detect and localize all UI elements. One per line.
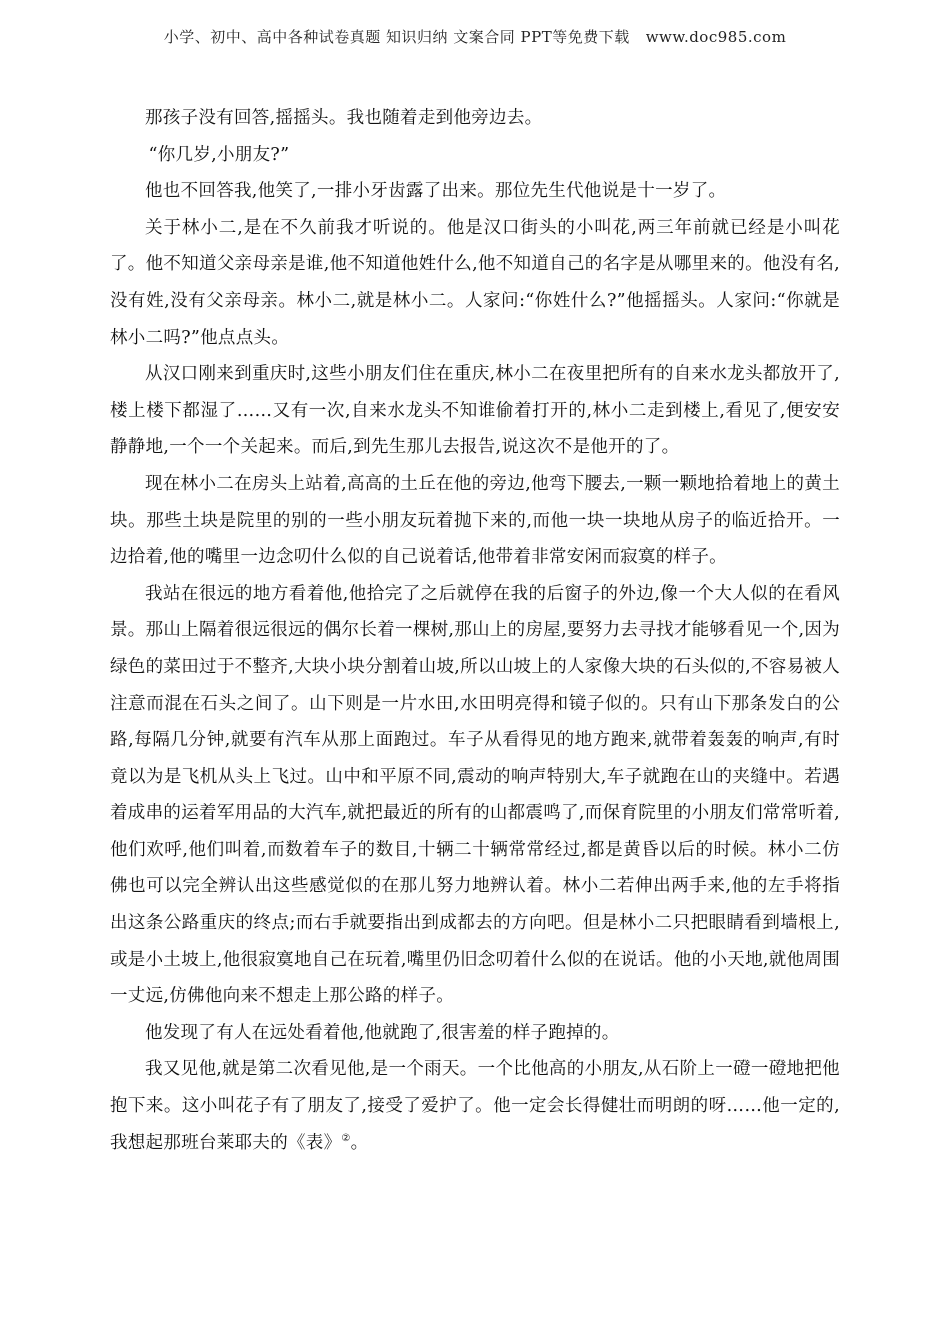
- paragraph-text: 我又见他,就是第二次看见他,是一个雨天。一个比他高的小朋友,从石阶上一磴一磴地把他抱下来。这小叫花子有了朋友了,接受了爱护了。他一定会长得健壮而明朗的呀……他一定的,我想起那班台莱耶夫的《表》: [110, 1059, 840, 1153]
- paragraph: “你几岁,小朋友?”: [148, 144, 290, 165]
- paragraph: 现在林小二在房头上站着,高高的土丘在他的旁边,他弯下腰去,一颗一颗地拾着地上的黄土块。那些土块是院里的别的一些小朋友玩着抛下来的,而他一块一块地从房子的临近拾开。一边拾着,他的嘴里一边念叨什么似的自己说着话,他带着非常安闲而寂寞的样子。: [110, 473, 840, 568]
- final-period: 。: [350, 1132, 369, 1153]
- paragraph: 从汉口刚来到重庆时,这些小朋友们住在重庆,林小二在夜里把所有的自来水龙头都放开了,楼上楼下都湿了……又有一次,自来水龙头不知谁偷着打开的,林小二走到楼上,看见了,便安安静静地,一个一个关起来。而后,到先生那儿去报告,说这次不是他开的了。: [110, 364, 840, 458]
- paragraph: 那孩子没有回答,摇摇头。我也随着走到他旁边去。: [145, 108, 543, 128]
- paragraph: 我站在很远的地方看着他,他拾完了之后就停在我的后窗子的外边,像一个大人似的在看风景。那山上隔着很远很远的偶尔长着一棵树,那山上的房屋,要努力去寻找才能够看见一个,因为绿色的菜田过于不整齐,大块小块分割着山坡,所以山坡上的人家像大块的石头似的,不容易被人注意而混在石头之间了。山下则是一片水田,水田明亮得和镜子似的。只有山下那条发白的公路,每隔几分钟,就要有汽车从那上面跑过。车子从看得见的地方跑来,就带着轰轰的响声,有时竟以为是飞机从头上飞过。山中和平原不同,震动的响声特别大,车子就跑在山的夹缝中。若遇着成串的运着军用品的大汽车,就把最近的所有的山都震鸣了,而保育院里的小朋友们常常听着,他们欢呼,他们叫着,而数着车子的数目,十辆二十辆常常经过,都是黄昏以后的时候。林小二仿佛也可以完全辨认出这些感觉似的在那儿努力地辨认着。林小二若伸出两手来,他的左手将指出这条公路重庆的终点;而右手就要指出到成都去的方向吧。但是林小二只把眼睛看到墙根上,或是小土坡上,他很寂寞地自己在玩着,嘴里仍旧念叨着什么似的在说话。他的小天地,就他周围一丈远,仿佛他向来不想走上那公路的样子。: [110, 583, 840, 1007]
- header-site[interactable]: www.doc985.com: [645, 28, 787, 46]
- article-body: [110, 100, 840, 1161]
- paragraph: 关于林小二,是在不久前我才听说的。他是汉口街头的小叫花,两三年前就已经是小叫花了。他不知道父亲母亲是谁,他不知道他姓什么,他不知道自己的名字是从哪里来的。他没有名,没有姓,没有父亲母亲。林小二,就是林小二。人家问:“你姓什么?”他摇摇头。人家问:“你就是林小二吗?”他点点头。: [110, 217, 840, 348]
- header-text: 小学、初中、高中各种试卷真题 知识归纳 文案合同 PPT等免费下载: [163, 28, 630, 46]
- paragraph-last: [110, 1051, 840, 1161]
- paragraph: 他发现了有人在远处看着他,他就跑了,很害羞的样子跑掉的。: [145, 1022, 620, 1043]
- footnote-marker: ②: [341, 1132, 351, 1144]
- paragraph: 他也不回答我,他笑了,一排小牙齿露了出来。那位先生代他说是十一岁了。: [145, 181, 727, 202]
- page-header: [0, 26, 950, 47]
